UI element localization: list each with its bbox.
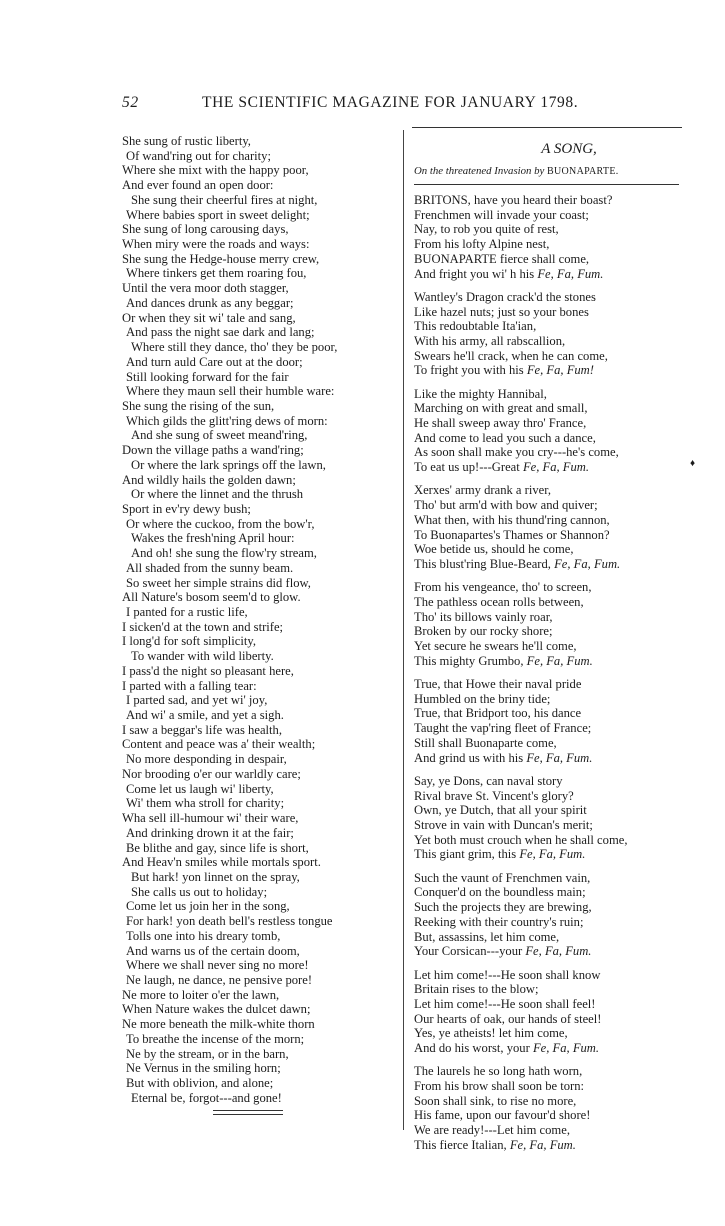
poem-line: Wi' them wha stroll for charity; [126,796,285,811]
stanza-line: Rival brave St. Vincent's glory? [414,788,574,803]
poem-line: Or where the linnet and the thrush [131,487,304,502]
subtitle-rule [414,184,679,185]
refrain-lead: To fright you with his [414,363,524,378]
poem-line: To breathe the incense of the morn; [126,1031,305,1046]
top-rule [412,127,682,128]
left-column-poem [122,134,400,1105]
stanza-line: Tho' its billows vainly roar, [414,609,553,624]
refrain-lead: And grind us with his [414,750,524,765]
stanza-line: Xerxes' army drank a river, [414,483,552,498]
stanza-line: BRITONS, have you heard their boast? [414,193,613,207]
poem-line: All shaded from the sunny beam. [126,560,294,575]
refrain-line [414,847,684,862]
poem-line: I sicken'd at the town and strife; [122,619,284,634]
refrain-burden: Fe, Fa, Fum. [526,750,593,765]
poem-line: And wi' a smile, and yet a sigh. [126,708,284,723]
poem-line: And turn auld Care out at the door; [126,354,303,369]
poem-line: Where babies sport in sweet delight; [126,207,310,222]
refrain-line [414,557,684,572]
stanza-line: Marching on with great and small, [414,401,588,416]
refrain-line [414,363,684,378]
refrain-lead: And fright you wi' h his [414,266,535,281]
poem-line: She sung their cheerful fires at night, [131,192,318,207]
poem-line: Where they maun sell their humble ware: [126,384,335,399]
stanza-line: Say, ye Dons, can naval story [414,773,563,788]
poem-line: And drinking drown it at the fair; [126,825,294,840]
poem-line: I long'd for soft simplicity, [122,634,257,649]
poem-line: She sung the Hedge-house merry crew, [122,251,320,266]
refrain-lead: And do his worst, your [414,1041,530,1056]
refrain-line [414,1041,684,1056]
stanza-line: BUONAPARTE fierce shall come, [414,251,590,266]
poem-line: Or when they sit wi' tale and sang, [122,310,296,325]
stanza-line: True, that Howe their naval pride [414,677,582,692]
song-stanzas [414,193,684,1153]
refrain-lead: This blust'ring Blue-Beard, [414,556,551,571]
stanza-line: Swears he'll crack, when he can come, [414,348,608,363]
stanza-line: Yet both must crouch when he shall come, [414,832,628,847]
poem-line: To wander with wild liberty. [131,649,274,664]
stanza-line: Frenchmen will invade your coast; [414,207,589,222]
refrain-burden: Fe, Fa, Fum. [554,556,621,571]
stanza-line: The laurels he so long hath worn, [414,1064,583,1079]
margin-mark: ♦ [690,458,696,469]
refrain-line [414,460,684,475]
poem-line: Ne by the stream, or in the barn, [126,1046,289,1061]
poem-line: I parted with a falling tear: [122,678,257,693]
refrain-line [414,267,684,282]
poem-line: Come let us join her in the song, [126,899,290,914]
poem-line: Of wand'ring out for charity; [126,148,271,163]
column-divider [403,130,404,1130]
poem-line: Where still they dance, tho' they be poor, [131,340,338,355]
poem-line: Where she mixt with the happy poor, [122,163,309,178]
poem-line: Eternal be, forgot---and gone! [131,1090,282,1105]
stanza [414,677,684,765]
poem-line: I panted for a rustic life, [126,605,248,619]
refrain-lead: This fierce Italian, [414,1137,507,1152]
stanza [414,290,684,378]
stanza-line: Broken by our rocky shore; [414,624,553,639]
stanza-line: Reeking with their country's ruin; [414,914,584,929]
song-subtitle-prefix: On the threatened Invasion by [414,165,545,177]
stanza-line: Taught the vap'ring fleet of France; [414,721,592,736]
stanza-line: Tho' but arm'd with bow and quiver; [414,498,598,513]
right-column-song [414,140,684,1161]
poem-line: Ne Vernus in the smiling horn; [126,1061,281,1076]
poem-line: I saw a beggar's life was health, [122,722,282,737]
stanza-line: Yes, ye atheists! let him come, [414,1026,568,1041]
poem-line: Where we shall never sing no more! [126,958,309,973]
stanza-line: Nay, to rob you quite of rest, [414,222,559,237]
refrain-burden: Fe, Fa, Fum. [522,460,590,475]
stanza-line: Soon shall sink, to rise no more, [414,1093,577,1108]
poem-line: When miry were the roads and ways: [122,237,310,252]
refrain-lead: This giant grim, this [414,847,517,862]
stanza-line: Conquer'd on the boundless main; [414,885,586,900]
stanza-line: But, assassins, let him come, [414,929,560,944]
stanza-line: From his lofty Alpine nest, [414,237,550,252]
song-subtitle-name: BUONAPARTE. [547,166,619,177]
song-title: A SONG, [541,141,597,157]
stanza-line: Let him come!---He soon shall feel! [414,996,596,1011]
stanza-line: True, that Bridport too, his dance [414,706,582,721]
stanza [414,871,684,959]
poem-line: I pass'd the night so pleasant here, [122,663,294,678]
poem-line: Tolls one into his dreary tomb, [126,928,281,943]
refrain-lead: To eat us up!---Great [414,460,520,475]
stanza-line: Like hazel nuts; just so your bones [414,304,589,319]
stanza-line: Let him come!---He soon shall know [414,967,601,982]
refrain-line [414,1138,684,1153]
poem-line: Or where the lark springs off the lawn, [131,457,326,472]
refrain-line [414,751,684,766]
refrain-burden: Fe, Fa, Fum. [526,653,593,668]
stanza-line: Like the mighty Hannibal, [414,386,547,401]
stanza-line: This redoubtable Ita'ian, [414,319,537,334]
stanza-line: And come to lead you such a dance, [414,430,596,445]
stanza [414,193,684,281]
stanza-line: To Buonapartes's Thames or Shannon? [414,527,610,542]
poem-line: She sung of long carousing days, [122,222,289,237]
stanza-line: His fame, upon our favour'd shore! [414,1108,591,1123]
poem-line: Which gilds the glitt'ring dews of morn: [126,413,328,428]
poem-line: She sung the rising of the sun, [122,398,275,413]
refrain-burden: Fe, Fa, Fum. [532,1041,600,1056]
poem-line: And wildly hails the golden dawn; [122,472,296,487]
stanza-line: From his brow shall soon be torn: [414,1079,585,1094]
stanza-line: Such the projects they are brewing, [414,900,592,915]
stanza-line: What then, with his thund'ring cannon, [414,512,610,527]
poem-line: But with oblivion, and alone; [126,1076,274,1090]
stanza-line: Wantley's Dragon crack'd the stones [414,289,596,304]
stanza-line: Yet secure he swears he'll come, [414,639,577,654]
stanza-line: Own, ye Dutch, that all your spirit [414,803,587,818]
poem-line: She calls us out to holiday; [131,884,268,899]
poem-line: Until the vera moor doth stagger, [122,281,289,296]
refrain-burden: Fe, Fa, Fum. [509,1137,576,1152]
stanza-line: From his vengeance, tho' to screen, [414,580,592,595]
end-rule [213,1110,283,1115]
poem-line: Down the village paths a wand'ring; [122,443,304,458]
stanza-line: With his army, all rabscallion, [414,333,566,348]
stanza [414,483,684,571]
poem-line: All Nature's bosom seem'd to glow. [122,590,301,605]
refrain-burden: Fe, Fa, Fum. [537,266,604,281]
stanza [414,774,684,862]
page-number: 52 [122,94,139,111]
stanza-line: Still shall Buonaparte come, [414,735,557,750]
stanza [414,580,684,668]
refrain-burden: Fe, Fa, Fum! [526,363,594,378]
poem-line: And Heav'n smiles while mortals sport. [122,855,321,870]
refrain-burden: Fe, Fa, Fum. [519,847,586,862]
poem-line: Ne laugh, ne dance, ne pensive pore! [126,972,313,987]
poem-line: Content and peace was a' their wealth; [122,737,316,752]
stanza-line: As soon shall make you cry---he's come, [414,445,619,460]
poem-line: She sung of rustic liberty, [122,134,251,148]
poem-line: I parted sad, and yet wi' joy, [126,693,268,708]
refrain-lead: Your Corsican---your [414,944,523,959]
refrain-lead: This mighty Grumbo, [414,653,524,668]
poem-line: Where tinkers get them roaring fou, [126,266,307,281]
stanza-line: Humbled on the briny tide; [414,691,551,706]
refrain-line [414,654,684,669]
poem-line: Be blithe and gay, since life is short, [126,840,309,855]
stanza-line: He shall sweep away thro' France, [414,416,587,431]
stanza-line: Our hearts of oak, our hands of steel! [414,1011,602,1026]
running-title: THE SCIENTIFIC MAGAZINE FOR JANUARY 1798. [202,94,579,111]
poem-line: And warns us of the certain doom, [126,943,300,958]
stanza-line: Britain rises to the blow; [414,982,539,997]
stanza-line: The pathless ocean rolls between, [414,594,584,609]
poem-line: And oh! she sung the flow'ry stream, [131,546,317,561]
poem-line: And pass the night sae dark and lang; [126,325,315,340]
poem-line: Wha sell ill-humour wi' their ware, [122,811,299,826]
stanza-line: Strove in vain with Duncan's merit; [414,817,593,832]
poem-line: Sport in ev'ry dewy bush; [122,501,251,516]
poem-line: No more desponding in despair, [126,752,287,767]
poem-line: When Nature wakes the dulcet dawn; [122,1002,311,1017]
poem-line: Wakes the fresh'ning April hour: [131,531,295,546]
poem-line: Ne more to loiter o'er the lawn, [122,987,280,1002]
poem-line: So sweet her simple strains did flow, [126,575,311,590]
stanza-line: We are ready!---Let him come, [414,1123,570,1138]
refrain-burden: Fe, Fa, Fum. [525,944,592,959]
poem-line: And dances drunk as any beggar; [126,295,294,310]
stanza [414,968,684,1056]
poem-line: But hark! yon linnet on the spray, [131,869,300,884]
refrain-line [414,944,684,959]
poem-line: Come let us laugh wi' liberty, [126,781,274,796]
stanza [414,387,684,475]
poem-line: For hark! yon death bell's restless tongue [126,914,333,929]
stanza [414,1064,684,1152]
poem-line: And ever found an open door: [122,178,274,193]
song-subtitle [414,164,684,179]
poem-line: Ne more beneath the milk-white thorn [122,1017,315,1032]
poem-line: And she sung of sweet meand'ring, [131,428,308,443]
poem-line: Nor brooding o'er our warldly care; [122,766,301,781]
poem-line: Or where the cuckoo, from the bow'r, [126,516,315,531]
stanza-line: Woe betide us, should he come, [414,542,574,557]
stanza-line: Such the vaunt of Frenchmen vain, [414,870,591,885]
poem-line: Still looking forward for the fair [126,369,289,384]
